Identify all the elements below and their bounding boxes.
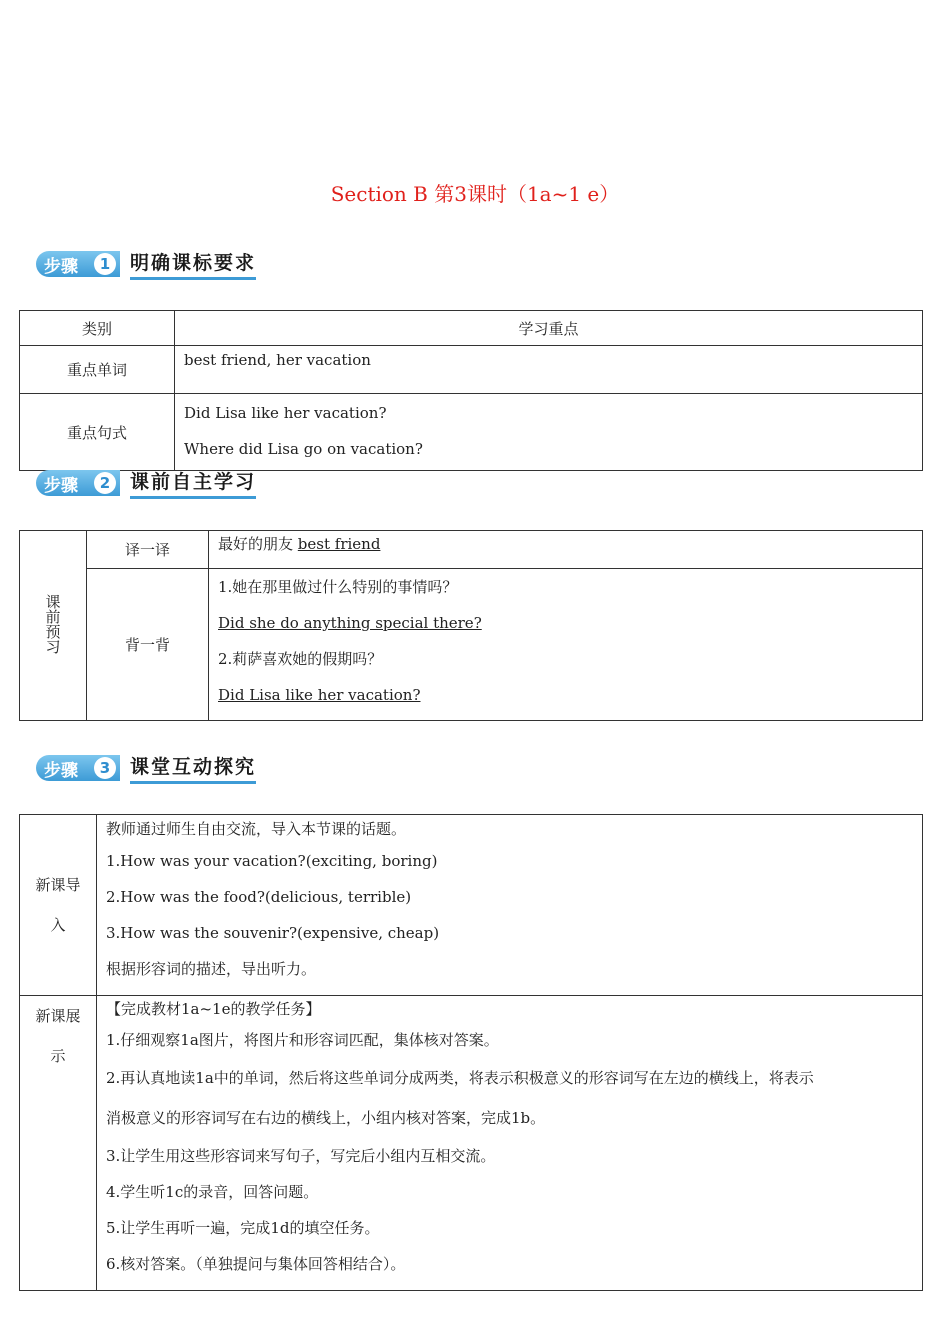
step-title: 课前自主学习 xyxy=(130,467,256,499)
intro-line: 教师通过师生自由交流，导入本节课的话题。 xyxy=(106,820,407,838)
step-badge xyxy=(36,755,120,781)
key-words-label: 重点单词 xyxy=(20,346,175,394)
key-words-text: best friend, her vacation xyxy=(184,351,371,369)
presentation-label xyxy=(20,996,97,1291)
translate-prompt: 最好的朋友 xyxy=(218,535,294,553)
step-badge-label: 步骤 xyxy=(44,475,78,496)
step-1-heading xyxy=(36,251,256,277)
step-badge xyxy=(36,470,120,496)
recite-question: 2.莉萨喜欢她的假期吗？ xyxy=(218,650,383,668)
recite-answer: Did she do anything special there? xyxy=(218,614,482,632)
intro-label-text: 新课导入 xyxy=(35,876,81,934)
intro-line: 1.How was your vacation?(exciting, boring) xyxy=(106,852,438,870)
recite-content xyxy=(209,569,923,721)
step-badge-label: 步骤 xyxy=(44,256,78,277)
classroom-table xyxy=(19,814,923,1291)
presentation-line: 消极意义的形容词写在右边的横线上，小组内核对答案，完成1b。 xyxy=(106,1109,546,1127)
translate-content xyxy=(209,531,923,569)
step-badge xyxy=(36,251,120,277)
presentation-line: 6.核对答案。（单独提问与集体回答相结合）。 xyxy=(106,1255,406,1273)
key-words-content xyxy=(175,346,923,394)
step-title: 课堂互动探究 xyxy=(130,752,256,784)
preview-side-text: 课前预习 xyxy=(43,593,62,654)
recite-question: 1.她在那里做过什么特别的事情吗？ xyxy=(218,578,458,596)
preview-table xyxy=(19,530,923,721)
presentation-line: 【完成教材1a~1e的教学任务】 xyxy=(106,1000,321,1018)
key-sentence: Did Lisa like her vacation? xyxy=(184,404,387,422)
step-title: 明确课标要求 xyxy=(130,248,256,280)
page-title: Section B 第3课时（1a~1 e） xyxy=(330,182,620,206)
intro-label xyxy=(20,815,97,996)
translate-answer: best friend xyxy=(297,535,381,553)
intro-line: 2.How was the food?(delicious, terrible) xyxy=(106,888,412,906)
presentation-line: 3.让学生用这些形容词来写句子，写完后小组内互相交流。 xyxy=(106,1147,496,1165)
recite-answer: Did Lisa like her vacation? xyxy=(218,686,421,704)
intro-content xyxy=(97,815,923,996)
preview-side-label xyxy=(20,531,87,721)
step-badge-label: 步骤 xyxy=(44,760,78,781)
presentation-line: 5.让学生再听一遍，完成1d的填空任务。 xyxy=(106,1219,380,1237)
presentation-content xyxy=(97,996,923,1291)
recite-label: 背一背 xyxy=(87,569,209,721)
presentation-line: 2.再认真地读1a中的单词，然后将这些单词分成两类，将表示积极意义的形容词写在左边的横线上，将表示 xyxy=(106,1069,814,1087)
step-3-heading xyxy=(36,755,256,781)
key-sentences-label: 重点句式 xyxy=(20,394,175,471)
header-category: 类别 xyxy=(20,311,175,346)
presentation-line: 1.仔细观察1a图片，将图片和形容词匹配，集体核对答案。 xyxy=(106,1031,499,1049)
translate-line xyxy=(209,531,922,557)
key-sentences-content xyxy=(175,394,923,471)
intro-line: 根据形容词的描述，导出听力。 xyxy=(106,960,317,978)
presentation-line: 4.学生听1c的录音，回答问题。 xyxy=(106,1183,319,1201)
step-number: 3 xyxy=(94,757,116,779)
intro-line: 3.How was the souvenir?(expensive, cheap) xyxy=(106,924,440,942)
translate-label: 译一译 xyxy=(87,531,209,569)
presentation-label-text: 新课展示 xyxy=(35,1007,81,1065)
learning-focus-table xyxy=(19,310,923,471)
step-number: 2 xyxy=(94,472,116,494)
step-2-heading xyxy=(36,470,256,496)
header-focus: 学习重点 xyxy=(175,311,923,346)
step-number: 1 xyxy=(94,253,116,275)
key-sentence: Where did Lisa go on vacation? xyxy=(184,440,423,458)
